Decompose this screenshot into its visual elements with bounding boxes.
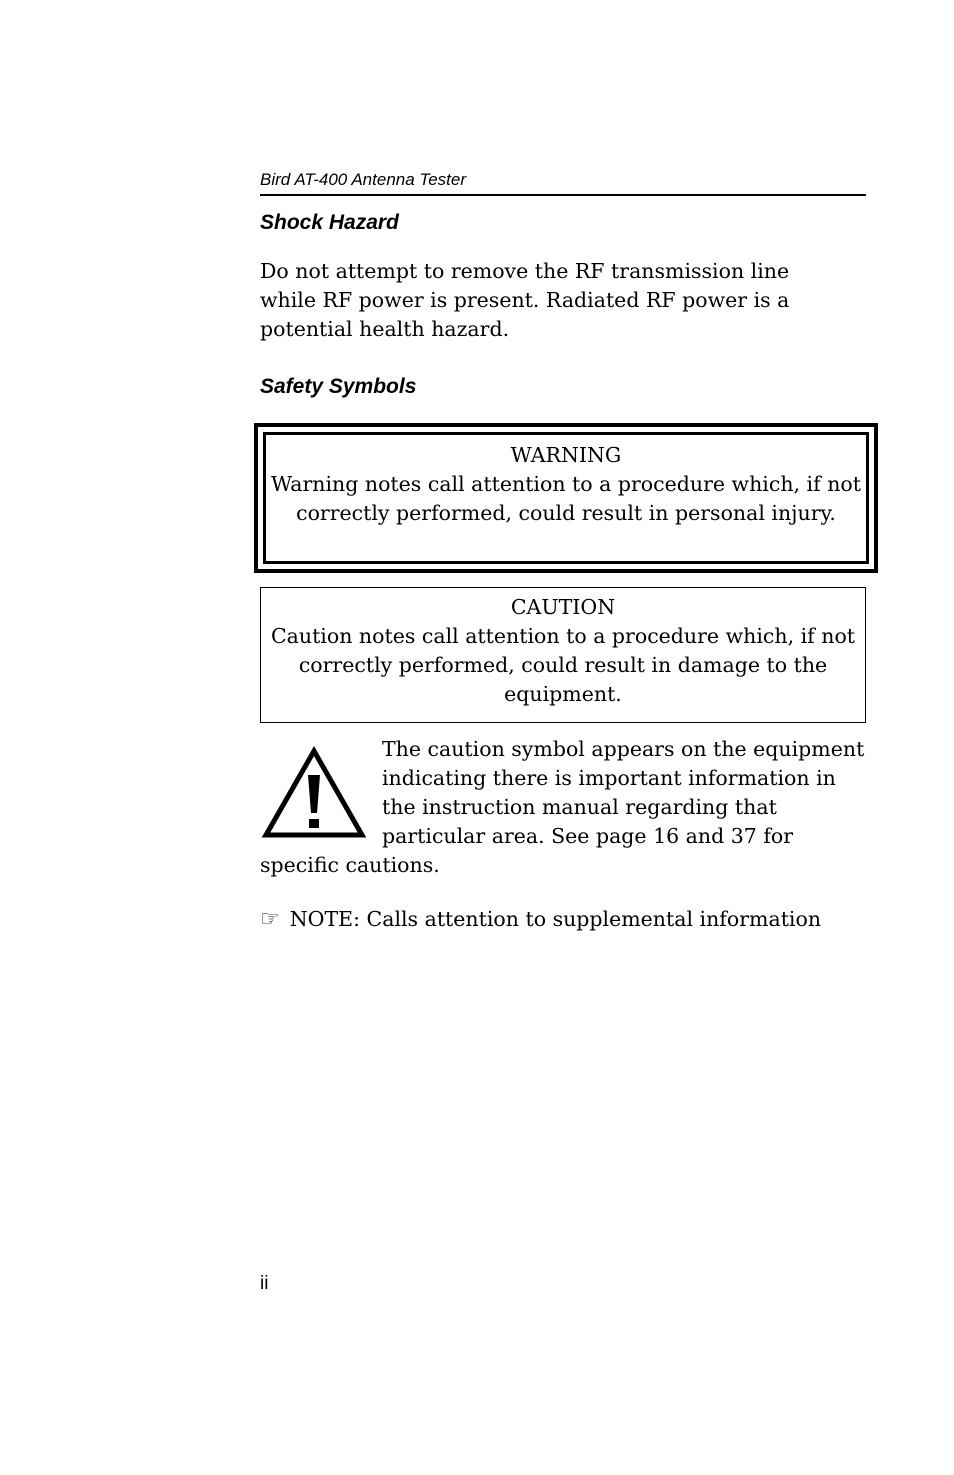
note-line [260, 905, 880, 934]
caution-box [260, 587, 866, 723]
running-header: Bird AT-400 Antenna Tester [260, 168, 866, 196]
shock-hazard-heading: Shock Hazard [260, 211, 399, 234]
caution-symbol-text: The caution symbol appears on the equipment indicating there is important information in the instruction manual regarding that particular area. See page 16 and 37 for specific cautions. [260, 737, 865, 877]
warning-box [254, 423, 878, 573]
page-number: ii [260, 1273, 269, 1294]
caution-triangle-icon [260, 743, 368, 843]
shock-hazard-text: Do not attempt to remove the RF transmission line while RF power is present. Radiated RF power is a potential health hazard. [260, 259, 790, 341]
safety-symbols-heading: Safety Symbols [260, 375, 417, 398]
pointing-hand-icon: ☞ [260, 907, 280, 932]
warning-inner-frame [263, 432, 869, 564]
caution-symbol-block [260, 735, 868, 880]
warning-title: WARNING [510, 443, 622, 467]
caution-title: CAUTION [510, 595, 616, 619]
warning-text: Warning notes call attention to a procedure which, if not correctly performed, could result in personal injury. [270, 472, 862, 525]
note-text: NOTE: Calls attention to supplemental information [289, 907, 822, 931]
caution-text: Caution notes call attention to a procedure which, if not correctly performed, could result in damage to the equipment. [270, 624, 856, 706]
